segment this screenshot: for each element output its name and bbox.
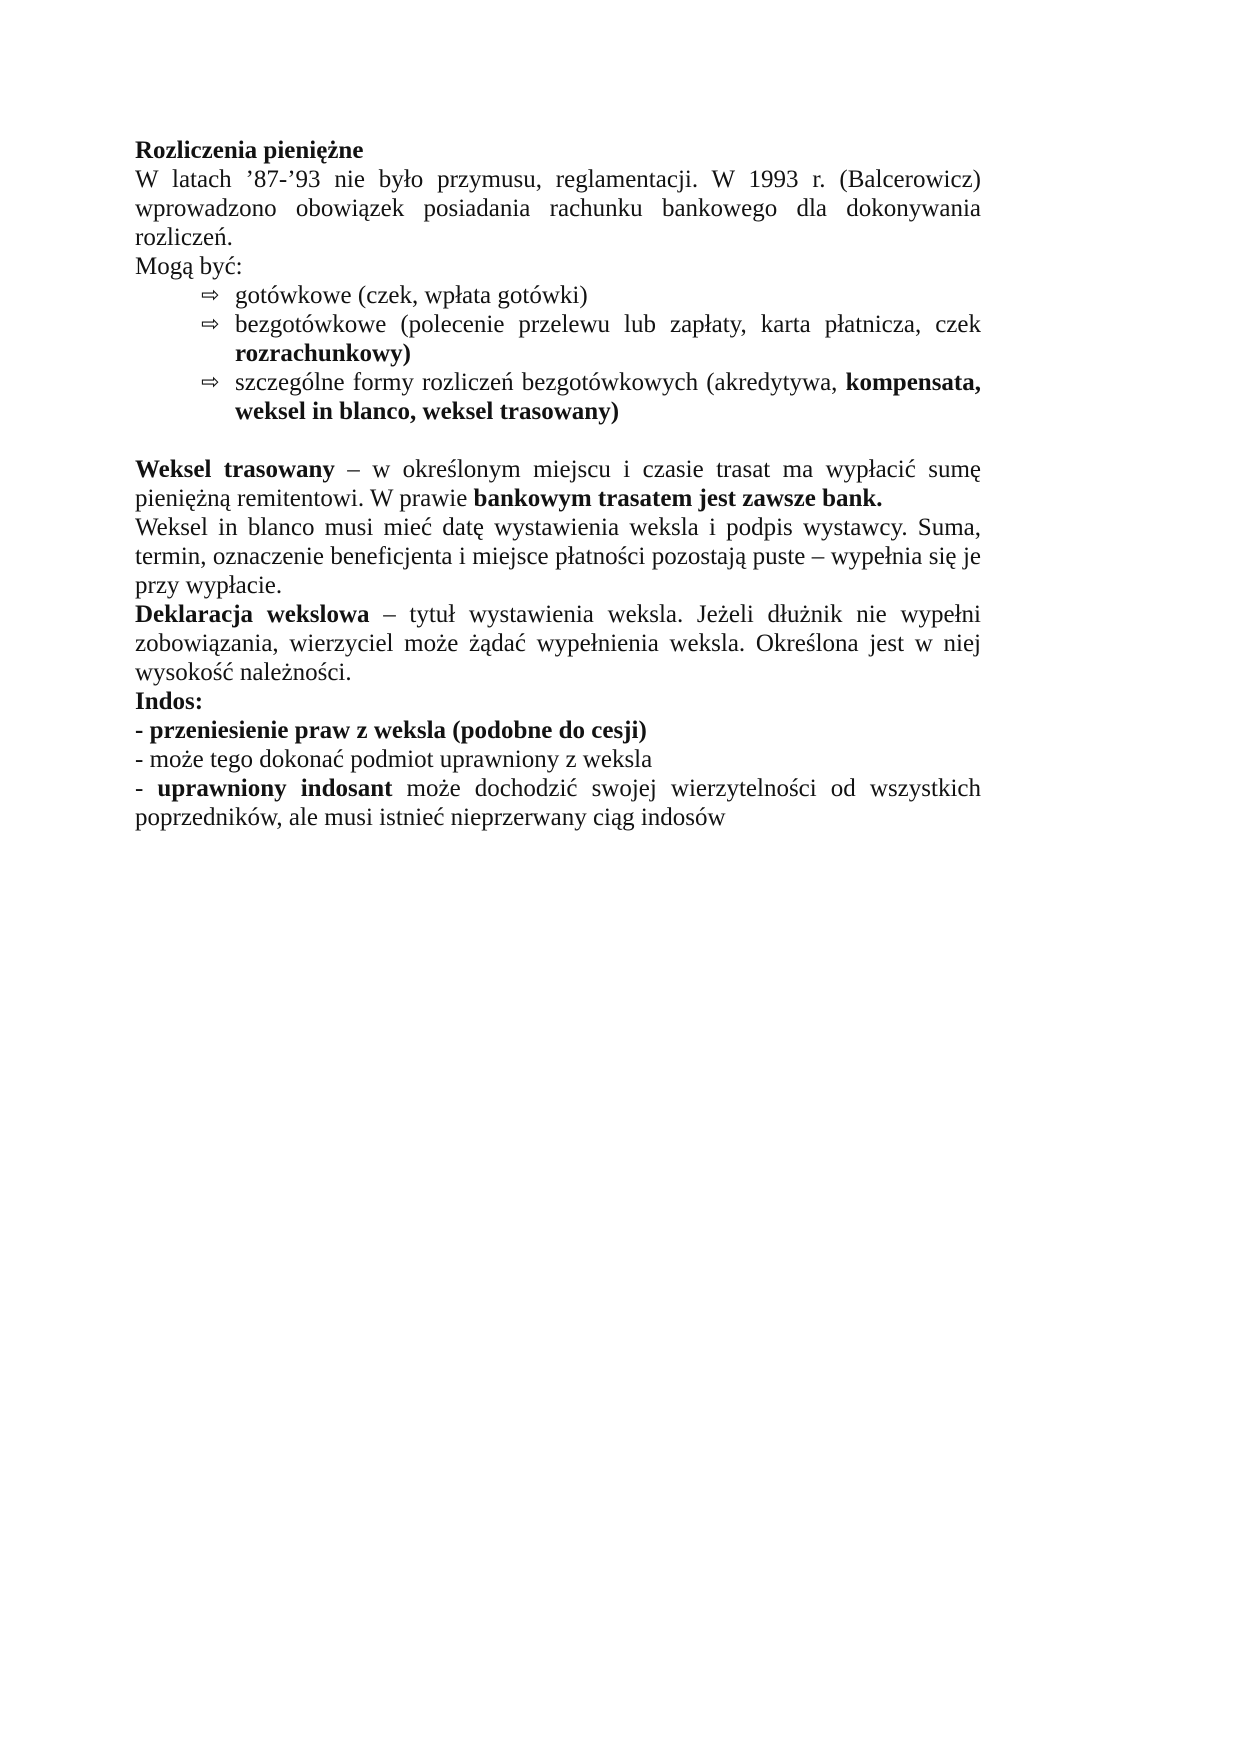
paragraph-text: może dochodzić swojej wierzytelności od wszystkich poprzedników, ale musi istnieć nieprzerwany ciąg indosów [135, 775, 981, 831]
arrow-bullet-icon: ⇨ [201, 370, 220, 395]
paragraph-weksel-in-blanco: Weksel in blanco musi mieć datę wystawienia weksla i podpis wystawcy. Suma, termin, oznaczenie beneficjenta i miejsce płatności pozostają puste – wypełnia się je przy wypłacie. [135, 514, 981, 599]
term-uprawniony-indosant: uprawniony indosant [157, 775, 393, 802]
list-item-text: szczególne formy rozliczeń bezgotówkowych (akredytywa, [235, 369, 846, 396]
indos-point-3 [135, 774, 981, 832]
document-title: Rozliczenia pieniężne [135, 137, 364, 164]
indos-point-1: - przeniesienie praw z weksla (podobne do cesji) [135, 717, 647, 744]
indos-heading: Indos: [135, 688, 204, 715]
list-item-text-bold: rozrachunkowy) [235, 340, 411, 367]
list-item-text-bold: kompensata, weksel in blanco, weksel trasowany) [235, 369, 981, 425]
list-item-cashless [135, 310, 981, 368]
term-weksel-trasowany: Weksel trasowany [135, 456, 335, 483]
blank-line [135, 426, 981, 455]
list-item-text: bezgotówkowe (polecenie przelewu lub zapłaty, karta płatnicza, czek [235, 311, 981, 338]
paragraph-text: – w określonym miejscu i czasie trasat ma wypłacić sumę pieniężną remitentowi. W prawie [135, 456, 982, 512]
arrow-bullet-icon: ⇨ [201, 283, 220, 308]
list-item-special-forms [135, 368, 981, 426]
settlement-types-list [135, 281, 981, 426]
paragraph-text-bold: bankowym trasatem jest zawsze bank. [473, 485, 883, 512]
list-intro: Mogą być: [135, 253, 243, 280]
paragraph-text: – tytuł wystawienia weksla. Jeżeli dłużnik nie wypełni zobowiązania, wierzyciel może żądać wypełnienia weksla. Określona jest w niej wysokość należności. [135, 601, 981, 686]
arrow-bullet-icon: ⇨ [201, 312, 220, 337]
paragraph-deklaracja-wekslowa [135, 600, 981, 687]
content-area [135, 136, 981, 832]
term-deklaracja-wekslowa: Deklaracja wekslowa [135, 601, 370, 628]
paragraph-text: - [135, 775, 158, 802]
intro-paragraph: W latach ’87-’93 nie było przymusu, reglamentacji. W 1993 r. (Balcerowicz) wprowadzono obowiązek posiadania rachunku bankowego dla dokonywania rozliczeń. [135, 166, 981, 251]
list-item-text: gotówkowe (czek, wpłata gotówki) [235, 282, 588, 309]
paragraph-weksel-trasowany [135, 455, 981, 513]
list-item-cash [135, 281, 981, 310]
indos-point-2: - może tego dokonać podmiot uprawniony z weksla [135, 746, 653, 773]
